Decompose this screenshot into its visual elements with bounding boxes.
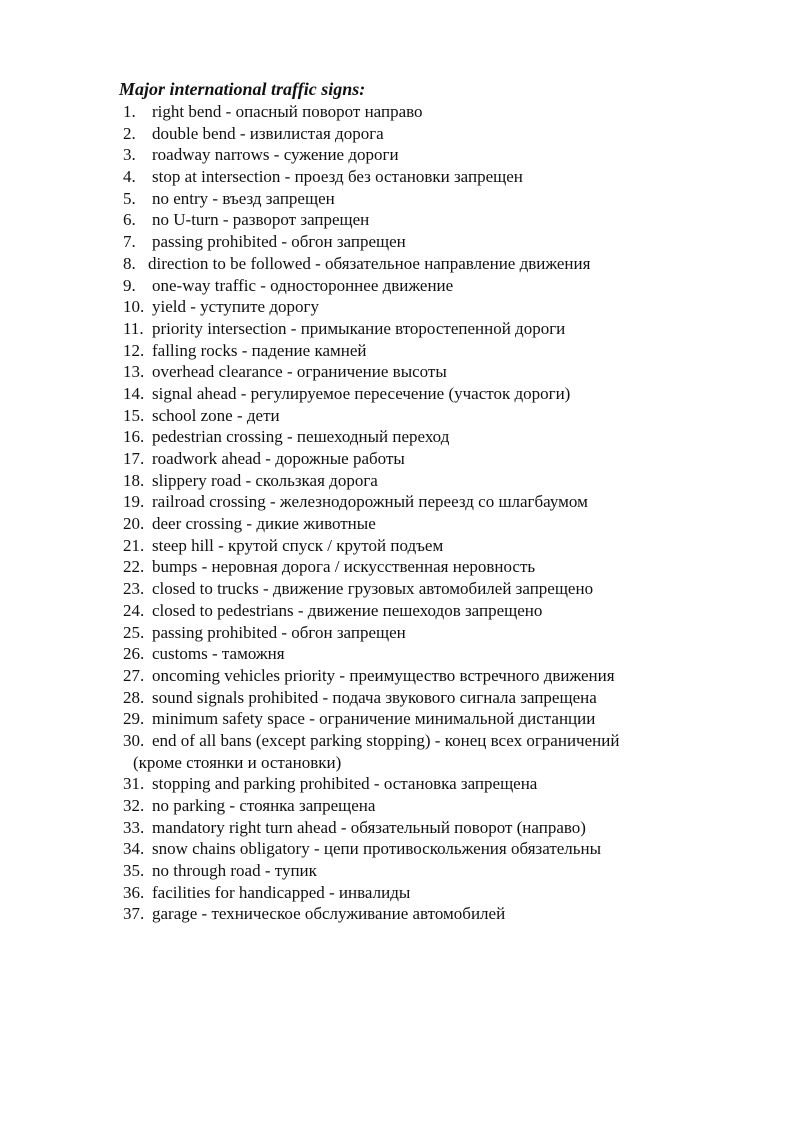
document-heading: Major international traffic signs: [119,79,366,99]
item-text: falling rocks - падение камней [152,340,367,360]
item-number: 37. [123,904,145,924]
item-number: 34. [123,839,145,859]
item-text: bumps - неровная дорога / искусственная неровность [152,557,536,577]
list-item [0,513,800,535]
item-text: slippery road - скользкая дорога [152,470,378,490]
list-item [0,556,800,578]
item-text: passing prohibited - обгон запрещен [152,232,406,252]
item-text: no through road - тупик [152,861,317,881]
item-number: 18. [123,470,145,490]
item-number: 2. [123,123,136,143]
item-number: 17. [123,449,145,468]
list-item [0,123,800,145]
list-item [0,253,800,275]
item-number: 4. [123,167,136,187]
item-text: overhead clearance - ограничение высоты [152,362,447,382]
list-item [0,665,800,687]
item-number: 22. [123,557,145,577]
list-item [0,622,800,644]
item-number: 35. [123,861,145,881]
item-number: 5. [123,188,136,208]
item-number: 7. [123,232,136,252]
item-text: closed to pedestrians - движение пешеходов запрещено [152,600,543,620]
item-number: 12. [123,340,145,360]
item-number: 20. [123,514,145,534]
item-text: sound signals prohibited - подача звукового сигнала запрещена [152,687,597,707]
item-text: railroad crossing - железнодорожный переезд со шлагбаумом [152,492,588,512]
list-item [0,491,800,513]
list-item [0,231,800,253]
list-item [0,578,800,600]
item-text-continuation: (кроме стоянки и остановки) [133,752,342,772]
item-text: customs - таможня [152,644,285,664]
item-text: direction to be followed - обязательное направление движения [148,253,591,273]
item-number: 13. [123,362,145,382]
item-number: 6. [123,210,136,230]
item-number: 11. [123,318,144,338]
item-number: 8. [123,253,136,273]
list-item [0,687,800,709]
list-item [0,470,800,492]
list-item [0,405,800,427]
item-number: 29. [123,709,145,729]
item-text: no entry - въезд запрещен [152,188,335,208]
item-number: 33. [123,817,145,837]
item-text: signal ahead - регулируемое пересечение (участок дороги) [152,383,571,403]
item-number: 30. [123,730,145,750]
item-text: no U-turn - разворот запрещен [152,210,370,230]
item-text: snow chains obligatory - цепи противоскольжения обязательны [152,839,602,859]
list-item [0,730,800,773]
item-text: stop at intersection - проезд без остановки запрещен [152,167,523,187]
item-text: closed to trucks - движение грузовых автомобилей запрещено [152,579,594,599]
list-item [0,318,800,340]
list-item [0,296,800,318]
item-number: 14. [123,383,145,403]
list-item [0,361,800,383]
list-item [0,383,800,405]
list-item [0,795,800,817]
item-text: no parking - стоянка запрещена [152,796,376,816]
item-number: 26. [123,644,145,664]
item-number: 3. [123,145,136,165]
item-text: stopping and parking prohibited - остановка запрещена [152,774,538,794]
item-number: 28. [123,687,145,707]
list-item [0,448,800,470]
list-item [0,708,800,730]
item-text: mandatory right turn ahead - обязательный поворот (направо) [152,817,586,837]
item-text: steep hill - крутой спуск / крутой подъем [152,535,444,555]
item-number: 31. [123,774,145,794]
list-item [0,166,800,188]
item-number: 27. [123,665,145,685]
item-number: 9. [123,275,136,295]
item-text: oncoming vehicles priority - преимущество встречного движения [152,665,615,685]
item-text: deer crossing - дикие животные [152,514,376,534]
list-item [0,903,800,925]
list-item [0,860,800,882]
item-text: priority intersection - примыкание второстепенной дороги [152,318,566,338]
item-text: minimum safety space - ограничение минимальной дистанции [152,709,596,729]
item-number: 23. [123,579,145,599]
list-item [0,340,800,362]
item-number: 10. [123,297,145,317]
item-number: 1. [123,102,136,121]
item-number: 21. [123,535,145,555]
item-text: double bend - извилистая дорога [152,123,384,143]
list-item [0,275,800,297]
list-item [0,882,800,904]
item-number: 19. [123,492,145,512]
item-text: end of all bans (except parking stopping) - конец всех ограничений [152,730,620,750]
list-item [0,600,800,622]
item-text: school zone - дети [152,405,280,425]
item-text: garage - техническое обслуживание автомобилей [152,904,506,924]
item-number: 16. [123,427,145,447]
item-text: roadwork ahead - дорожные работы [152,449,405,468]
item-number: 25. [123,622,145,642]
traffic-signs-list [0,101,800,925]
list-item [0,101,800,123]
list-item [0,773,800,795]
item-text: right bend - опасный поворот направо [152,102,423,121]
item-number: 15. [123,405,145,425]
item-number: 32. [123,796,145,816]
list-item [0,643,800,665]
list-item [0,838,800,860]
list-item [0,188,800,210]
item-text: pedestrian crossing - пешеходный переход [152,427,450,447]
item-text: facilities for handicapped - инвалиды [152,882,411,902]
item-text: passing prohibited - обгон запрещен [152,622,406,642]
list-item [0,144,800,166]
item-text: one-way traffic - одностороннее движение [152,275,454,295]
item-text: yield - уступите дорогу [152,297,319,317]
list-item [0,817,800,839]
list-item [0,209,800,231]
list-item [0,535,800,557]
item-text: roadway narrows - сужение дороги [152,145,399,165]
list-item [0,426,800,448]
item-number: 36. [123,882,145,902]
item-number: 24. [123,600,145,620]
